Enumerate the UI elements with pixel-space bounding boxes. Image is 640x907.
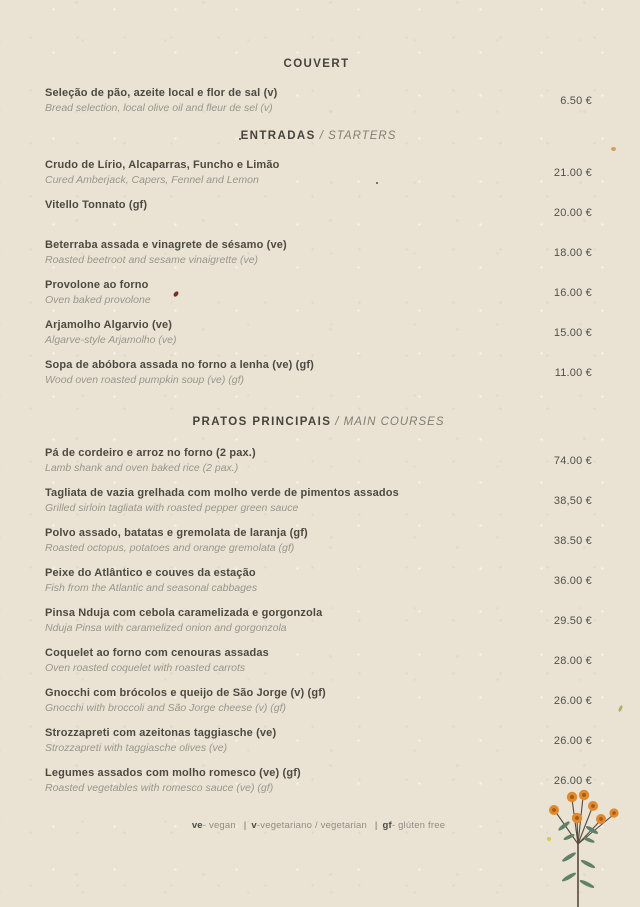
section-header <box>45 130 592 142</box>
section-subtitle: / STARTERS <box>319 130 397 142</box>
menu-item-name: Legumes assados com molho romesco (ve) (gf) <box>45 767 301 779</box>
section-items <box>45 158 592 387</box>
menu-item-price: 28.00 € <box>553 654 592 667</box>
menu-item-price: 26.00 € <box>553 734 592 747</box>
menu-item-name: Beterraba assada e vinagrete de sésamo (ve) <box>45 239 287 251</box>
menu-item-price: 15.00 € <box>553 326 592 339</box>
menu-item-price: 74.00 € <box>553 454 592 467</box>
menu-item-price: 21.00 € <box>553 166 592 179</box>
menu-item-price: 11.00 € <box>554 366 592 379</box>
menu-item-name: Coquelet ao forno com cenouras assadas <box>45 647 269 659</box>
menu-item-text <box>45 526 308 555</box>
menu-item-description: Nduja Pinsa with caramelized onion and gorgonzola <box>45 622 287 634</box>
menu-sections <box>45 58 592 795</box>
menu-item <box>45 486 592 515</box>
menu-item <box>45 726 592 755</box>
section-items <box>45 86 592 115</box>
menu-item <box>45 446 592 475</box>
legend-separator: | <box>243 820 247 831</box>
menu-item <box>45 566 592 595</box>
menu-item-name: Provolone ao forno <box>45 279 149 291</box>
menu-item-price: 6.50 € <box>560 94 592 107</box>
menu-item-name: Peixe do Atlântico e couves da estação <box>45 567 256 579</box>
menu-item-name: Pinsa Nduja com cebola caramelizada e gorgonzola <box>45 607 323 619</box>
menu-item-text <box>45 566 257 595</box>
menu-item <box>45 158 592 187</box>
menu-item <box>45 86 592 115</box>
menu-item <box>45 238 592 267</box>
menu-section-entradas <box>45 130 592 387</box>
section-header <box>45 416 592 428</box>
menu-item <box>45 318 592 347</box>
menu-item <box>45 526 592 555</box>
section-title: COUVERT <box>283 58 350 70</box>
menu-item-name: Seleção de pão, azeite local e flor de sal (v) <box>45 87 278 99</box>
menu-item-description: Fish from the Atlantic and seasonal cabbages <box>45 582 258 594</box>
menu-item-name: Tagliata de vazia grelhada com molho verde de pimentos assados <box>45 487 399 499</box>
menu-item-name: Sopa de abóbora assada no forno a lenha (ve) (gf) <box>45 359 314 371</box>
menu-item-price: 16.00 € <box>553 286 592 299</box>
menu-item-price: 36.00 € <box>553 574 592 587</box>
menu-item-price: 20.00 € <box>553 206 592 219</box>
menu-item-price: 26.00 € <box>553 694 592 707</box>
menu-item-description: Cured Amberjack, Capers, Fennel and Lemon <box>45 174 259 186</box>
menu-item-price: 38,50 € <box>553 494 592 507</box>
menu-item <box>45 358 592 387</box>
menu-item-text <box>45 318 177 347</box>
menu-item-text <box>45 198 147 227</box>
menu-item-name: Crudo de Lírio, Alcaparras, Funcho e Limão <box>45 159 280 171</box>
menu-item-description: Grilled sirloin tagliata with roasted pepper green sauce <box>45 502 299 514</box>
menu-item-name: Strozzapreti com azeitonas taggiasche (ve) <box>45 727 277 739</box>
menu-section-couvert <box>45 58 592 115</box>
menu-item-description: Roasted octopus, potatoes and orange gremolata (gf) <box>45 542 295 554</box>
menu-item-description: Bread selection, local olive oil and fleur de sel (v) <box>45 102 273 114</box>
menu-item-description <box>45 213 147 227</box>
menu-item-price: 18.00 € <box>553 246 592 259</box>
menu-item-description: Roasted beetroot and sesame vinaigrette (ve) <box>45 254 259 266</box>
menu-section-pratos-principais <box>45 416 592 795</box>
menu-item <box>45 646 592 675</box>
legend-separator: | <box>374 820 378 831</box>
menu-item-description: Roasted vegetables with romesco sauce (ve) (gf) <box>45 782 274 794</box>
menu-item-text <box>45 446 256 475</box>
menu-item-text <box>45 726 276 755</box>
menu-item-description: Algarve-style Arjamolho (ve) <box>45 334 177 346</box>
legend-key: v <box>251 820 257 831</box>
menu-item-name: Vitello Tonnato (gf) <box>45 199 148 211</box>
menu-item-description: Lamb shank and oven baked rice (2 pax.) <box>45 462 239 474</box>
menu-item <box>45 198 592 227</box>
section-items <box>45 446 592 795</box>
legend-label: - glúten free <box>391 820 446 831</box>
menu-item-text <box>45 646 269 675</box>
legend-label: - vegan <box>202 820 239 831</box>
menu-item-name: Gnocchi com brócolos e queijo de São Jorge (v) (gf) <box>45 687 326 699</box>
menu-item-name: Polvo assado, batatas e gremolata de laranja (gf) <box>45 527 308 539</box>
section-subtitle: / MAIN COURSES <box>335 416 445 428</box>
menu-item <box>45 278 592 307</box>
menu-item-description: Strozzapreti with taggiasche olives (ve) <box>45 742 228 754</box>
legend-key: ve <box>191 820 203 831</box>
menu-item <box>45 606 592 635</box>
menu-item-name: Arjamolho Algarvio (ve) <box>45 319 173 331</box>
menu-item-name: Pá de cordeiro e arroz no forno (2 pax.) <box>45 447 256 459</box>
menu-item-text <box>45 238 287 267</box>
menu-item-description: Wood oven roasted pumpkin soup (ve) (gf) <box>45 374 245 386</box>
legend-label: -vegetariano / vegetarian <box>256 820 370 831</box>
menu-item-text <box>45 86 278 115</box>
section-header <box>45 58 592 70</box>
menu-item-description: Oven baked provolone <box>45 294 151 306</box>
menu-item-description: Gnocchi with broccoli and São Jorge cheese (v) (gf) <box>45 702 287 714</box>
menu-item-text <box>45 278 151 307</box>
section-title: PRATOS PRINCIPAIS <box>192 416 332 428</box>
menu-item-text <box>45 358 314 387</box>
menu-item-price: 26.00 € <box>553 774 592 787</box>
menu-item-price: 29.50 € <box>553 614 592 627</box>
menu-item-text <box>45 486 399 515</box>
menu-item-text <box>45 606 322 635</box>
legend <box>45 820 592 831</box>
legend-key: gf <box>382 820 392 831</box>
menu-item <box>45 766 592 795</box>
menu-item <box>45 686 592 715</box>
menu-item-text <box>45 158 280 187</box>
menu-item-text <box>45 766 301 795</box>
section-title: ENTRADAS <box>240 130 316 142</box>
menu-item-text <box>45 686 326 715</box>
menu-item-description: Oven roasted coquelet with roasted carrots <box>45 662 246 674</box>
menu-item-price: 38.50 € <box>553 534 592 547</box>
